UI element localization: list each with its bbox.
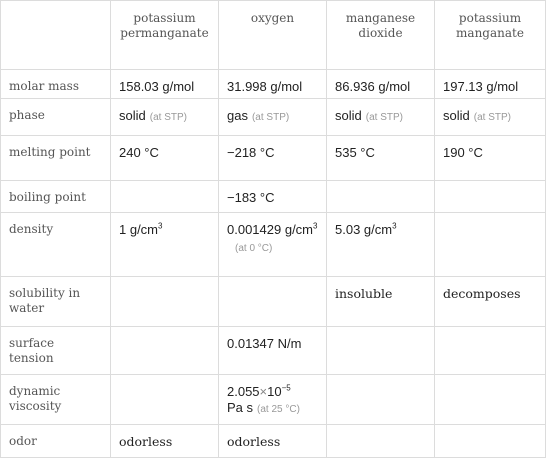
table-cell bbox=[327, 375, 435, 425]
condition-note: (at STP) bbox=[149, 112, 187, 123]
density-value: 5.03 g/cm bbox=[335, 222, 393, 237]
table-cell: 158.03 g/mol bbox=[111, 70, 219, 99]
table-row bbox=[1, 375, 546, 425]
exponent: −5 bbox=[281, 383, 291, 393]
table-cell: insoluble bbox=[327, 277, 435, 327]
condition-note: (at STP) bbox=[473, 112, 511, 123]
row-label: solubility in water bbox=[1, 277, 111, 327]
row-label: melting point bbox=[1, 136, 111, 181]
table-cell bbox=[327, 99, 435, 136]
table-cell: 535 °C bbox=[327, 136, 435, 181]
table-cell bbox=[435, 181, 546, 213]
condition-note: (at 0 °C) bbox=[235, 243, 273, 254]
row-label: surface tension bbox=[1, 327, 111, 375]
table-cell bbox=[435, 375, 546, 425]
times-sign: × bbox=[259, 384, 268, 399]
viscosity-mantissa: 2.055 bbox=[227, 384, 260, 399]
table-cell: odorless bbox=[111, 425, 219, 458]
table-row bbox=[1, 181, 546, 213]
header-row bbox=[1, 1, 546, 70]
column-header-potassium-permanganate: potassium permanganate bbox=[111, 1, 219, 70]
table-cell: 240 °C bbox=[111, 136, 219, 181]
table-cell bbox=[435, 213, 546, 277]
table-cell bbox=[219, 213, 327, 277]
table-cell bbox=[111, 277, 219, 327]
column-header-oxygen: oxygen bbox=[219, 1, 327, 70]
table-row bbox=[1, 277, 546, 327]
table-row bbox=[1, 213, 546, 277]
density-value: 0.001429 g/cm bbox=[227, 222, 314, 237]
table-cell: 190 °C bbox=[435, 136, 546, 181]
row-label: molar mass bbox=[1, 70, 111, 99]
table-cell bbox=[111, 99, 219, 136]
corner-header bbox=[1, 1, 111, 70]
row-label: odor bbox=[1, 425, 111, 458]
phase-value: solid bbox=[443, 108, 470, 123]
column-header-potassium-manganate: potassium manganate bbox=[435, 1, 546, 70]
phase-value: solid bbox=[335, 108, 362, 123]
table-cell bbox=[327, 327, 435, 375]
table-row bbox=[1, 425, 546, 458]
table-cell bbox=[111, 375, 219, 425]
table-cell: 197.13 g/mol bbox=[435, 70, 546, 99]
condition-note: (at 25 °C) bbox=[257, 404, 300, 415]
viscosity-base: 10 bbox=[267, 384, 282, 399]
condition-note: (at STP) bbox=[365, 112, 403, 123]
table-row bbox=[1, 70, 546, 99]
table-cell: −218 °C bbox=[219, 136, 327, 181]
viscosity-unit: Pa s bbox=[227, 400, 254, 415]
table-cell bbox=[219, 99, 327, 136]
exponent: 3 bbox=[158, 221, 163, 231]
table-cell bbox=[327, 181, 435, 213]
table-cell: 0.01347 N/m bbox=[219, 327, 327, 375]
table-cell: 86.936 g/mol bbox=[327, 70, 435, 99]
row-label: dynamic viscosity bbox=[1, 375, 111, 425]
row-label: phase bbox=[1, 99, 111, 136]
table-cell bbox=[327, 213, 435, 277]
table-row bbox=[1, 99, 546, 136]
phase-value: solid bbox=[119, 108, 146, 123]
table-cell bbox=[327, 425, 435, 458]
row-label: density bbox=[1, 213, 111, 277]
table-cell bbox=[219, 277, 327, 327]
table-row bbox=[1, 327, 546, 375]
row-label: boiling point bbox=[1, 181, 111, 213]
exponent: 3 bbox=[313, 221, 318, 231]
table-cell: decomposes bbox=[435, 277, 546, 327]
table-cell: odorless bbox=[219, 425, 327, 458]
table-cell bbox=[435, 425, 546, 458]
condition-note: (at STP) bbox=[251, 112, 290, 123]
density-value: 1 g/cm bbox=[119, 222, 159, 237]
table-cell bbox=[111, 213, 219, 277]
table-cell: −183 °C bbox=[219, 181, 327, 213]
table-cell: 31.998 g/mol bbox=[219, 70, 327, 99]
table-cell bbox=[435, 327, 546, 375]
column-header-manganese-dioxide: manganese dioxide bbox=[327, 1, 435, 70]
table-cell bbox=[111, 181, 219, 213]
exponent: 3 bbox=[392, 221, 397, 231]
table-cell bbox=[111, 327, 219, 375]
table-row bbox=[1, 136, 546, 181]
table-cell bbox=[435, 99, 546, 136]
phase-value: gas bbox=[227, 108, 248, 123]
table-cell bbox=[219, 375, 327, 425]
